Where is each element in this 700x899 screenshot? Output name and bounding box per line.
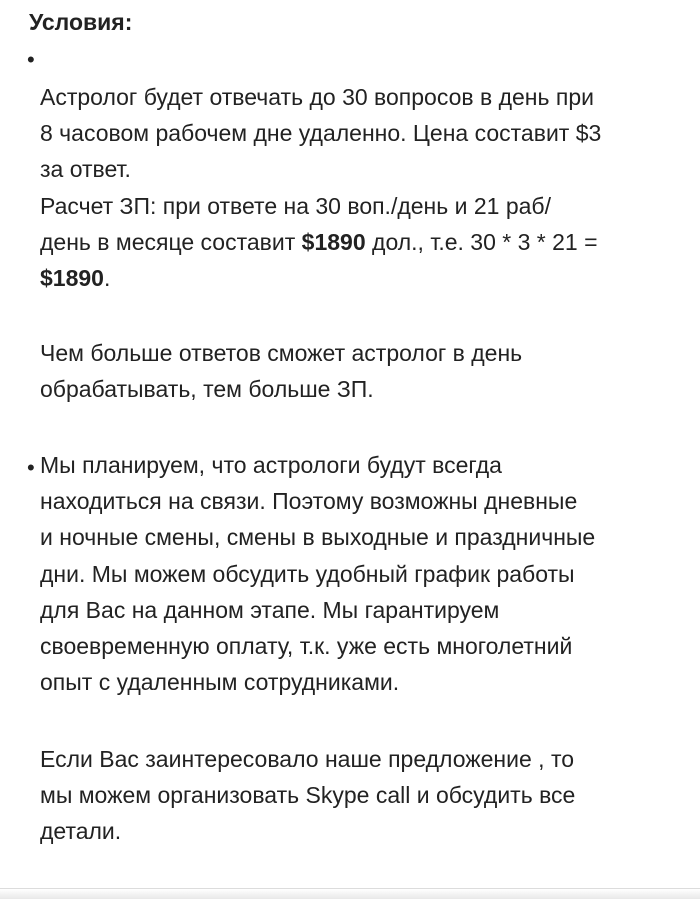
text-line: для Вас на данном этапе. Мы гарантируем [40, 596, 500, 623]
text-line: обрабатывать, тем больше ЗП. [40, 376, 374, 403]
text-line: день в месяце составит [40, 228, 302, 255]
text-line: Расчет ЗП: при ответе на 30 воп./день и 21 раб/ [40, 192, 551, 219]
paragraph-salary-terms [40, 79, 690, 296]
text-line: Если Вас заинтересовало наше предложение , то [40, 746, 575, 772]
salary-amount: $1890 [301, 228, 366, 255]
text-line: 8 часовом рабочем дне удаленно. Цена составит $3 [40, 120, 602, 147]
text-line: мы можем организовать Skype call и обсудить все [40, 782, 576, 809]
salary-amount: $1890 [40, 265, 104, 292]
section-title: Условия: [29, 9, 133, 35]
text-line: за ответ. [40, 156, 131, 183]
bottom-divider [0, 888, 700, 899]
paragraph-more-answers [40, 335, 690, 407]
text-line: Чем больше ответов сможет астролог в день [40, 340, 523, 366]
bullet-marker: • [27, 47, 35, 72]
text-line: . [103, 265, 111, 292]
text-line: дол., т.е. 30 * 3 * 21 = [365, 228, 598, 255]
text-line: опыт с удаленным сотрудниками. [40, 669, 400, 696]
text-line: дни. Мы можем обсудить удобный график работы [40, 560, 575, 587]
text-line: находиться на связи. Поэтому возможны дневные [40, 488, 578, 515]
text-line: своевременную оплату, т.к. уже есть многолетний [40, 633, 573, 660]
text-line: и ночные смены, смены в выходные и праздничные [40, 524, 596, 551]
text-line: Астролог будет отвечать до 30 вопросов в день при [40, 84, 594, 110]
text-line: детали. [40, 818, 122, 845]
paragraph-schedule [40, 447, 690, 700]
paragraph-skype-call [40, 741, 690, 850]
bullet-marker: • [27, 455, 35, 480]
text-line: Мы планируем, что астрологи будут всегда [40, 452, 502, 478]
